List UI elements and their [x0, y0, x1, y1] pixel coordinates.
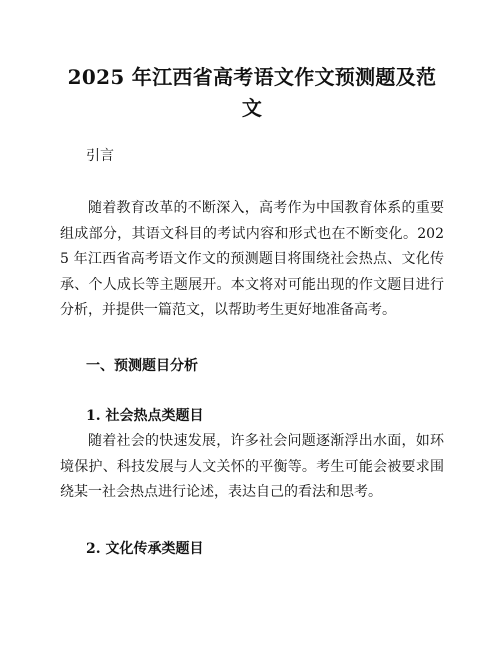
document-title: 2025 年江西省高考语文作文预测题及范文: [67, 65, 437, 120]
intro-paragraph: 随着教育改革的不断深入，高考作为中国教育体系的重要组成部分，其语文科目的考试内容和形式也在不断变化。2025 年江西省高考语文作文的预测题目将围绕社会热点、文化传承、个人成长等主题展开。本文将对可能出现的作文题目进行分析，并提供一篇范文，以帮助考生更好地准备高考。: [60, 200, 444, 318]
intro-heading: 引言: [86, 148, 114, 164]
subheading-social-hotspots: 1. 社会热点类题目: [86, 408, 204, 424]
subheading-cultural-heritage: 2. 文化传承类题目: [86, 541, 204, 557]
section-heading-prediction-analysis: 一、预测题目分析: [86, 358, 198, 374]
social-hotspots-paragraph: 随着社会的快速发展，许多社会问题逐渐浮出水面，如环境保护、科技发展与人文关怀的平衡等。考生可能会被要求围绕某一社会热点进行论述，表达自己的看法和思考。: [60, 433, 444, 500]
